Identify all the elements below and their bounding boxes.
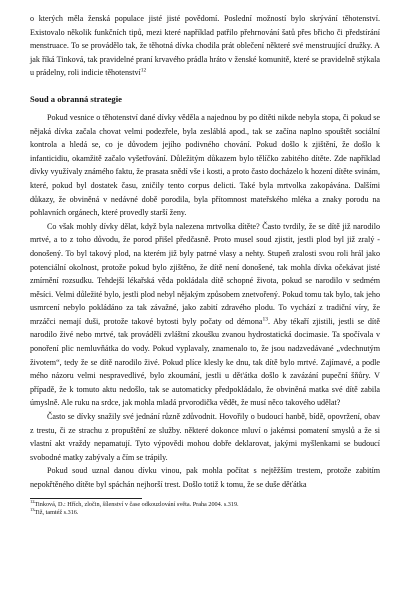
- paragraph-evidence: Pokud vesnice o těhotenství dané dívky věděla a najednou by po dítěti nikde nebyla stopa, či pokud se nějaká dívka začala chovat velmi podezřele, byla zesláblá apod., tak se začína naplno spouštět sociální kontrola a hledá se, co je důvodem jejího podivného chování. Pokud došlo k zjištění, že došlo k infanticidiu, okamžitě začalo vyšetřování. Důležitým důkazem bylo tělíčko zabitého dítěte. Zde například dívky využívaly známého faktu, že prasata snědí vše i kosti, a proto často docházelo k hození dítěte svinám, které, pokud byl dostatek času, zničily tento corpus delicti. Také byla mrtvolka zakopávána. Dalšími důkazy, že obviněná v nedávné době porodila, byla přítomnost mateřského mléka a znaky porodu na pohlavních orgánech, které provedly starší ženy.: [30, 112, 380, 218]
- footnote-text-13: Tiž, tamtéž s.316.: [34, 508, 79, 516]
- paragraph-intro-text: o kterých měla ženská populace jisté jisté povědomí. Poslední možností bylo skrývání těhotenství. Existovalo několik funkčních tipů, mezi které například patřilo přehrnování šatů přes břicho či předstírání menstruace. To se provádělo tak, že těhotná dívka chodila prát oblečení některé své menstruující družky. A jak říká Tinková, tak pravidelné praní krvavého prádla hráto v ženské komunitě, které se pravidelně stýkala u prádelny, roli indicie těhotenství: [30, 14, 380, 78]
- section-heading: Soud a obranná strategie: [30, 93, 122, 104]
- paragraph-motives: Často se dívky snažily své jednání různě zdůvodnit. Hovořily o budoucí hanbě, bídě, opovržení, obav z trestu, či ze strachu z propuštění ze služby. některé dokonce mluví o jakémsi pomatení smyslů a že si vlastní akt vraždy nepamatují. Tyto výpovědi mohou dobře deklarovat, jakými myšlenkami se budoucí svobodné matky zabývaly a čím se trápily.: [30, 412, 380, 462]
- paragraph-defense: [30, 220, 380, 410]
- paragraph-intro: [30, 12, 380, 80]
- paragraph-defense-tail: . Aby tékaří zjistili, jestli se dítě narodilo živé nebo mrtvé, tak prováděli zvláštní zkoušku zvanou hydrostatická docimasie. Ta spočívala v ponoření plic nemluvňátka do vody. Pokud vyplavaly, znamenalo to, že jsou nadzvedávané „vdechnutým životem“, tedy že se dítě narodilo živé. Pokud plíce klesly ke dnu, tak dítě bylo mrtvé. Zajímavé, a podle mého názoru velmi nespravedlivé, bylo zkoumání, jestli u dět'átka došlo k zavázání pupeční šňůry. V případě, že k tomuto aktu nedošlo, tak se automaticky předpokládalo, že obviněná matka své dítě zabila úmyslně. Ale ruku na srdce, jak mohla mladá prvorodička vědět, že musí něco takového udělat?: [30, 316, 380, 408]
- paragraph-verdict: Pokud soud uznal danou dívku vinou, pak mohla počítat s nejtěžším trestem, protože zabitím nepokřtěného dítěte byl spáchán nejhorší trest. Došlo totiž k tomu, že se duše děťátka: [30, 466, 380, 489]
- footnote-text-12: Tinková, D.: Hřích, zločin, šílenství v čase odkouzlování světa. Praha 2004. s.319.: [34, 500, 239, 508]
- footnote-ref-12[interactable]: 12: [140, 67, 147, 74]
- document-page: [30, 12, 380, 517]
- footnote-divider: [30, 498, 142, 499]
- footnote-13: [30, 506, 380, 517]
- footnote-number-12: 12: [30, 498, 35, 504]
- footnote-number-13: 13: [30, 506, 35, 512]
- footnote-12: [30, 498, 380, 509]
- paragraph-defense-text: Co však mohly dívky dělat, když byla nalezena mrtvolka dítěte? Často tvrdily, že se dítě již narodilo mrtvé, a to z toho důvodu, že porod přišel předčasně. Proto musel soud zjistit, jestli plod byl již zralý - donošený. To byl takový plod, na kterém již byly patrné vlasy a nehty. Stupeň zralosti svou roli hrál jako potenciální okolnost, protože pokud bylo zjištěno, že dítě není donošené, tak mohla dívka očekávat jisté zmírnění rozsudku. Tehdejší lékařská věda pokládala dítě schopné života, pokud se narodilo v sedmém měsíci. Velmi důležité bylo, jestli plod nebyl nějakým způsobem znetvořený. Pokud tomu tak bylo, tak jeho usmrcení nebylo pokládáno za tak závažné, jako zabití zdravého plodu. To vychází z tradiční víry, že mrzáčci nemají duši, protože takové bytosti byly počaty od démona: [30, 221, 380, 326]
- footnote-ref-13[interactable]: 13: [262, 316, 268, 323]
